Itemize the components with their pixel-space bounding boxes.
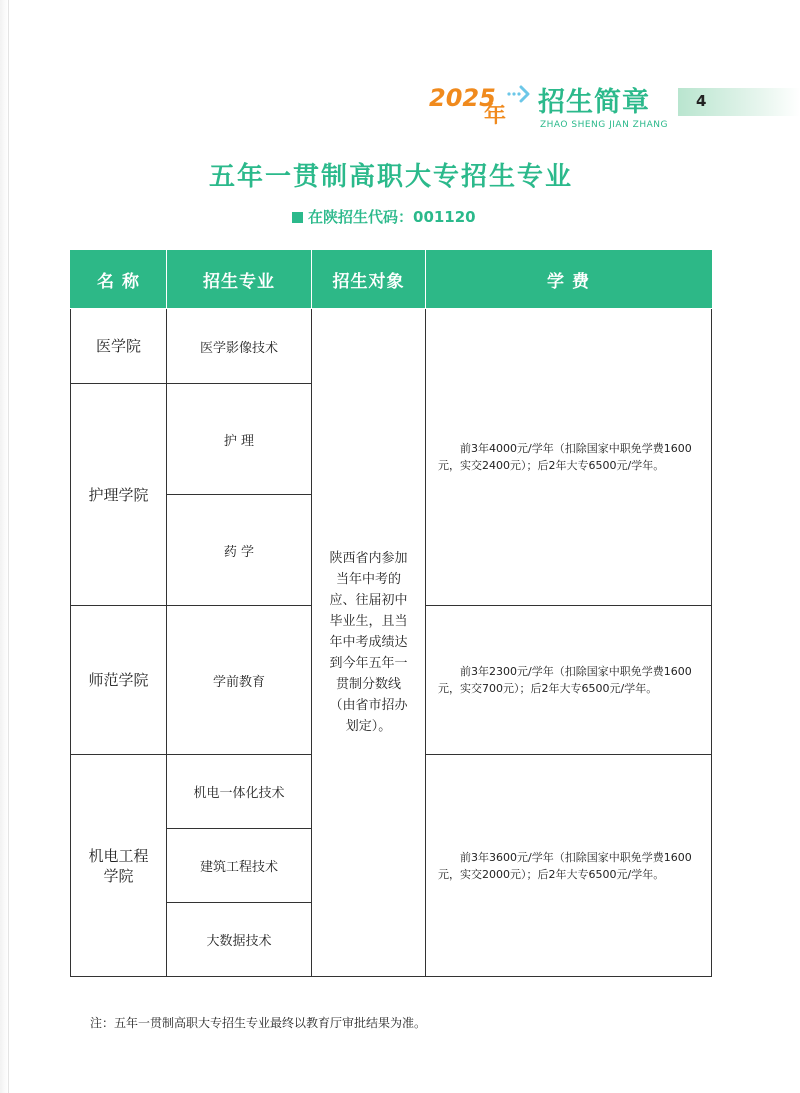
arrow-icon — [506, 85, 532, 103]
footnote: 注：五年一贯制高职大专招生专业最终以教育厅审批结果为准。 — [90, 1016, 427, 1030]
header-title: 招生简章 — [538, 87, 650, 118]
page-number: 4 — [696, 92, 707, 110]
major-cell: 建筑工程技术 — [167, 829, 312, 903]
major-cell: 大数据技术 — [167, 903, 312, 977]
page-title: 五年一贯制高职大专招生专业 — [208, 162, 573, 192]
enrollment-code: 在陕招生代码：001120 — [308, 208, 476, 226]
college-name-text: 机电工程学院 — [88, 846, 149, 885]
major-cell: 医学影像技术 — [167, 309, 312, 384]
square-bullet-icon — [292, 212, 303, 223]
fee-text: 前3年2300元/学年（扣除国家中职免学费1600元，实交700元）；后2年大专6500元/学年。 — [438, 665, 692, 695]
column-header-name: 名 称 — [71, 251, 167, 309]
header-subtitle: ZHAO SHENG JIAN ZHANG — [540, 120, 668, 130]
fee-cell — [426, 309, 712, 606]
admissions-table — [70, 250, 712, 977]
major-cell: 学前教育 — [167, 606, 312, 755]
column-header-major: 招生专业 — [167, 251, 312, 309]
college-name: 护理学院 — [71, 384, 167, 606]
enrollment-code-line — [292, 206, 476, 227]
brochure-header — [426, 76, 800, 132]
page-number-tab — [678, 88, 800, 116]
column-header-target: 招生对象 — [312, 251, 426, 309]
target-cell: 陕西省内参加当年中考的应、往届初中毕业生，且当年中考成绩达到今年五年一贯制分数线（由省市招办划定）。 — [312, 309, 426, 977]
fee-text: 前3年4000元/学年（扣除国家中职免学费1600元，实交2400元）；后2年大专6500元/学年。 — [438, 442, 692, 472]
table-row — [71, 309, 712, 384]
fee-cell — [426, 606, 712, 755]
table-header-row — [71, 251, 712, 309]
fee-text: 前3年3600元/学年（扣除国家中职免学费1600元，实交2000元）；后2年大专6500元/学年。 — [438, 850, 692, 881]
major-cell: 药 学 — [167, 495, 312, 606]
college-name: 医学院 — [71, 309, 167, 384]
college-name: 师范学院 — [71, 606, 167, 755]
fee-cell — [426, 755, 712, 977]
major-cell: 机电一体化技术 — [167, 755, 312, 829]
college-name — [71, 755, 167, 977]
column-header-fee: 学 费 — [426, 251, 712, 309]
header-year: 2025 — [429, 84, 496, 112]
major-cell: 护 理 — [167, 384, 312, 495]
header-year-char: 年 — [484, 103, 507, 128]
